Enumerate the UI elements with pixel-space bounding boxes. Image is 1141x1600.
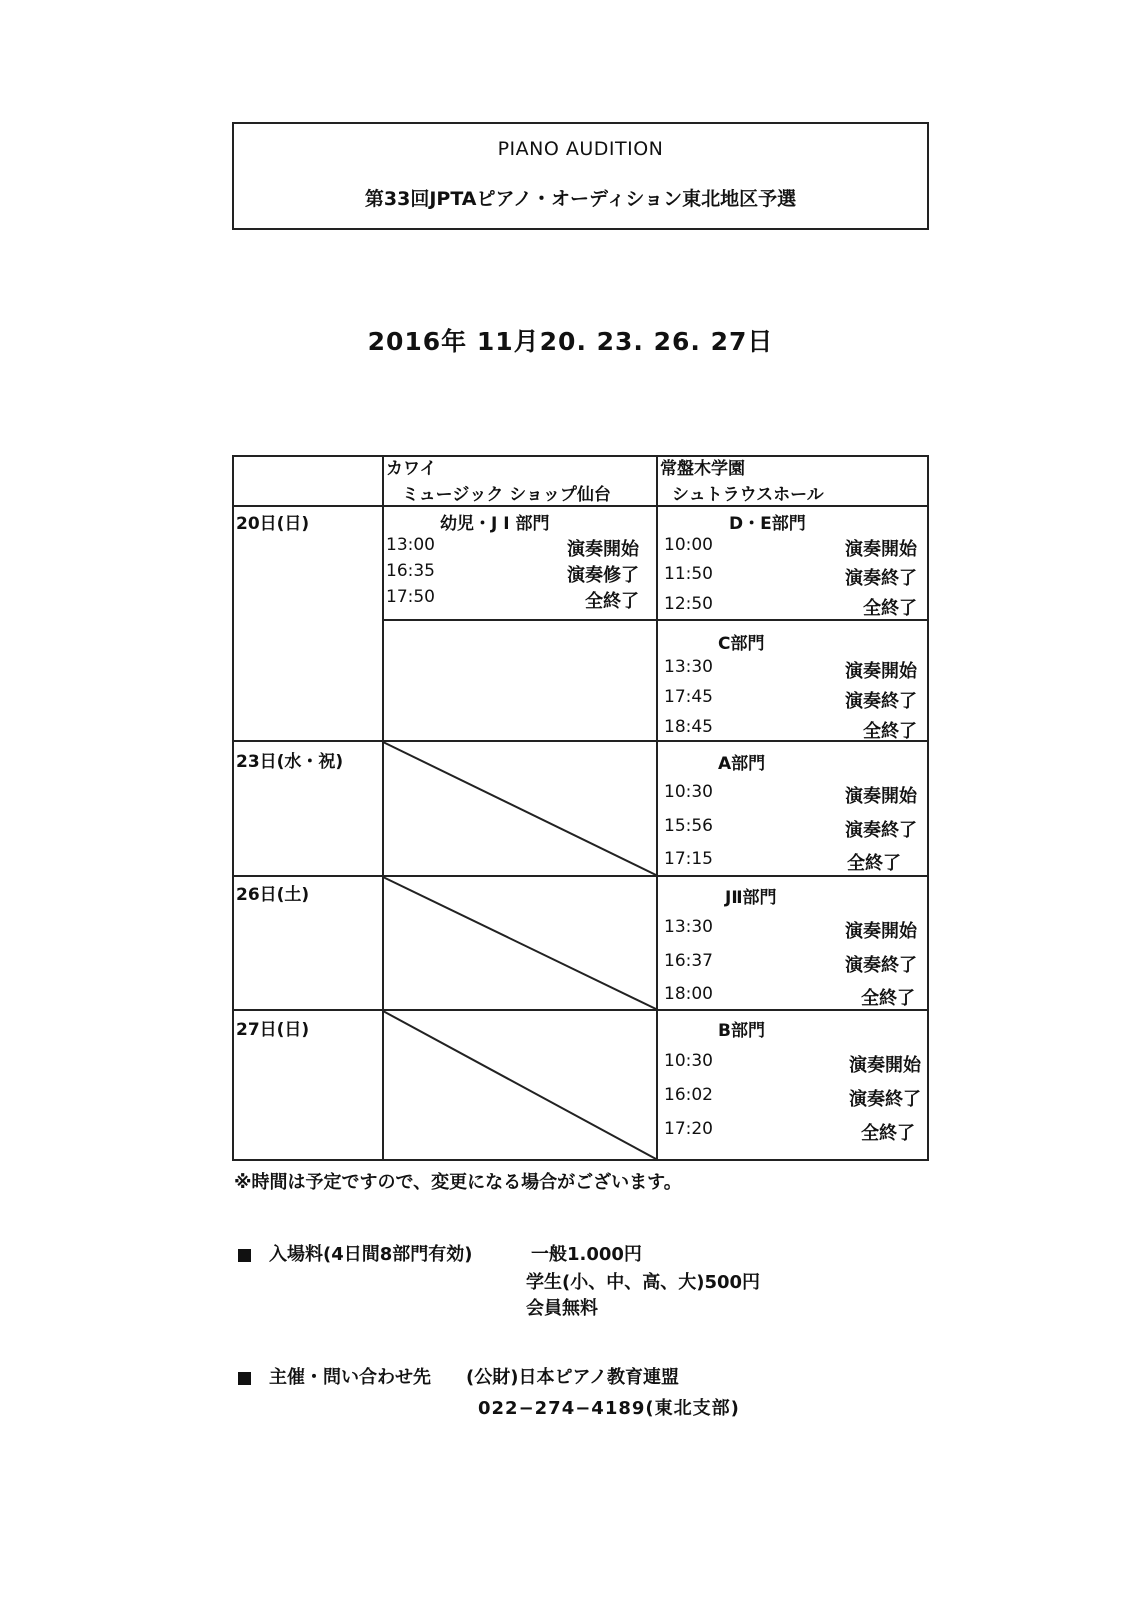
title-english: PIANO AUDITION <box>497 138 664 160</box>
time: 16:02 <box>664 1085 713 1105</box>
status-label: 演奏修了 <box>567 565 639 586</box>
day-label-27: 27日(日) <box>236 1020 310 1040</box>
time: 10:30 <box>664 782 713 802</box>
status-label: 演奏開始 <box>567 539 639 560</box>
time: 16:37 <box>664 951 713 971</box>
time: 13:30 <box>664 657 713 677</box>
schedule-table <box>232 455 929 1161</box>
status-label: 全終了 <box>861 1123 915 1144</box>
title-box <box>232 122 929 230</box>
admission-label: 入場料(4日間8部門有効) <box>269 1244 473 1265</box>
venue-tokiwagi-line2: シュトラウスホール <box>672 485 824 505</box>
status-label: 演奏終了 <box>845 820 917 841</box>
status-label: 全終了 <box>847 853 901 874</box>
admission-section <box>238 1240 473 1266</box>
status-label: 演奏終了 <box>845 691 917 712</box>
section-j2: JⅡ部門 <box>725 888 777 908</box>
time: 13:00 <box>386 535 435 555</box>
venue-kawai-line2: ミュージック ショップ仙台 <box>402 485 611 505</box>
contact-phone: 022−274−4189(東北支部) <box>478 1398 740 1419</box>
time: 13:30 <box>664 917 713 937</box>
time: 11:50 <box>664 564 713 584</box>
event-dates: 2016年 11月20. 23. 26. 27日 <box>367 327 774 356</box>
status-label: 演奏開始 <box>849 1055 921 1076</box>
diagonal-27 <box>383 1011 656 1159</box>
section-kawai-20: 幼児・J I 部門 <box>440 514 550 534</box>
day-label-23: 23日(水・祝) <box>236 752 344 772</box>
status-label: 演奏終了 <box>845 568 917 589</box>
day-label-20: 20日(日) <box>236 514 310 534</box>
venue-tokiwagi-line1: 常盤木学園 <box>660 459 745 479</box>
status-label: 演奏開始 <box>845 661 917 682</box>
status-label: 全終了 <box>863 721 917 742</box>
time: 12:50 <box>664 594 713 614</box>
status-label: 全終了 <box>585 591 639 612</box>
section-b: B部門 <box>718 1021 765 1041</box>
time: 18:00 <box>664 984 713 1004</box>
status-label: 演奏開始 <box>845 786 917 807</box>
status-label: 演奏終了 <box>845 955 917 976</box>
section-c: C部門 <box>718 634 765 654</box>
diagonal-23 <box>383 742 656 875</box>
schedule-note: ※時間は予定ですので、変更になる場合がございます。 <box>234 1172 682 1193</box>
admission-students: 学生(小、中、高、大)500円 <box>526 1272 761 1293</box>
time: 18:45 <box>664 717 713 737</box>
time: 15:56 <box>664 816 713 836</box>
time: 17:20 <box>664 1119 713 1139</box>
venue-kawai-line1: カワイ <box>386 459 437 479</box>
status-label: 演奏開始 <box>845 921 917 942</box>
contact-label: 主催・問い合わせ先 <box>269 1367 431 1388</box>
status-label: 演奏開始 <box>845 539 917 560</box>
contact-org: (公財)日本ピアノ教育連盟 <box>466 1367 680 1388</box>
time: 10:30 <box>664 1051 713 1071</box>
admission-members: 会員無料 <box>526 1298 598 1319</box>
admission-general: 一般1.000円 <box>531 1244 642 1265</box>
square-bullet-icon <box>238 1372 251 1385</box>
status-label: 演奏終了 <box>849 1089 921 1110</box>
section-de: D・E部門 <box>729 514 806 534</box>
time: 17:45 <box>664 687 713 707</box>
contact-section <box>238 1363 431 1389</box>
diagonal-26 <box>383 877 656 1009</box>
status-label: 全終了 <box>861 988 915 1009</box>
title-japanese: 第33回JPTAピアノ・オーディション東北地区予選 <box>364 188 797 210</box>
time: 17:15 <box>664 849 713 869</box>
section-a: A部門 <box>718 754 766 774</box>
time: 16:35 <box>386 561 435 581</box>
time: 17:50 <box>386 587 435 607</box>
status-label: 全終了 <box>863 598 917 619</box>
time: 10:00 <box>664 535 713 555</box>
square-bullet-icon <box>238 1249 251 1262</box>
day-label-26: 26日(土) <box>236 885 310 905</box>
